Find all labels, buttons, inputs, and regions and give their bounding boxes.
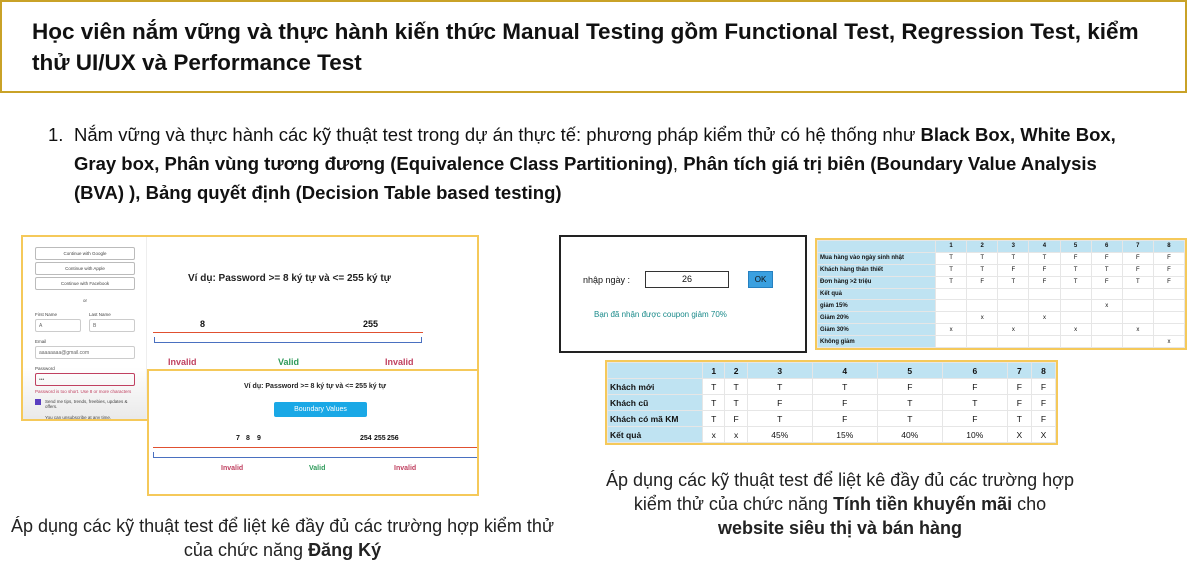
table-cell: F [1031, 411, 1055, 427]
row-header: Không giảm [818, 336, 936, 348]
column-header: 1 [703, 363, 725, 379]
ecp-invalid-right: Invalid [385, 357, 414, 367]
table-cell: F [1007, 379, 1031, 395]
table-cell: 45% [747, 427, 812, 443]
table-cell [936, 336, 967, 348]
last-name-field: B [89, 319, 135, 332]
table-cell: F [1060, 252, 1091, 264]
caption-text: Áp dụng các kỹ thuật test để liệt kê đầy đủ các trường hợp kiểm thử của chức năng [11, 516, 554, 560]
column-header: 7 [1007, 363, 1031, 379]
list-text: Nắm vững và thực hành các kỹ thuật test trong dự án thực tế: phương pháp kiểm thử có hệ thống như [74, 124, 921, 145]
unsubscribe-note: You can unsubscribe at any time. [45, 415, 112, 420]
first-name-field: A [35, 319, 81, 332]
column-header: 4 [812, 363, 877, 379]
table-cell [1029, 300, 1060, 312]
column-header: 6 [1091, 241, 1122, 253]
table-cell: T [703, 411, 725, 427]
table-cell: T [877, 411, 942, 427]
table-cell: T [1029, 252, 1060, 264]
table-cell [1122, 336, 1153, 348]
column-header: 6 [942, 363, 1007, 379]
table-cell: x [967, 312, 998, 324]
number-line [153, 447, 479, 448]
facebook-button: Continue with Facebook [35, 277, 135, 290]
column-header: 7 [1122, 241, 1153, 253]
bva-invalid-right: Invalid [394, 465, 417, 472]
table-row [818, 336, 1185, 348]
table-cell [967, 288, 998, 300]
decision-table-2 [605, 360, 1058, 445]
ecp-num-8: 8 [200, 319, 206, 329]
table-cell [998, 288, 1029, 300]
table-row [818, 264, 1185, 276]
table-cell [1060, 288, 1091, 300]
bracket [153, 452, 479, 458]
password-field: ••• [35, 373, 135, 386]
column-header: 1 [936, 241, 967, 253]
column-header: 8 [1031, 363, 1055, 379]
apple-button: Continue with Apple [35, 262, 135, 275]
table-cell: F [942, 379, 1007, 395]
row-header: Khách hàng thân thiết [818, 264, 936, 276]
row-header: Khách cũ [608, 395, 703, 411]
caption-text: cho [1012, 494, 1047, 514]
bva-num: 255 [374, 435, 386, 442]
table-cell [967, 300, 998, 312]
table-cell: F [812, 395, 877, 411]
ecp-invalid-left: Invalid [168, 357, 197, 367]
table-cell: F [1153, 252, 1184, 264]
table-cell: F [1122, 264, 1153, 276]
table-cell: x [725, 427, 747, 443]
table-cell: F [942, 411, 1007, 427]
bva-num: 256 [387, 435, 399, 442]
column-header: 5 [877, 363, 942, 379]
table-cell [936, 312, 967, 324]
table-cell [1060, 336, 1091, 348]
header-cell [818, 241, 936, 253]
table-cell: T [1091, 264, 1122, 276]
table-cell: x [1091, 300, 1122, 312]
table-row [818, 276, 1185, 288]
table-row [608, 395, 1056, 411]
bva-invalid-left: Invalid [221, 465, 244, 472]
checkbox-icon [35, 399, 41, 405]
table-cell [1091, 288, 1122, 300]
caption-bold: website siêu thị và bán hàng [717, 518, 963, 538]
table-cell: T [936, 264, 967, 276]
row-header: Mua hàng vào ngày sinh nhật [818, 252, 936, 264]
table-cell [936, 288, 967, 300]
table-cell [998, 336, 1029, 348]
table-cell: T [812, 379, 877, 395]
caption-bold: Đăng Ký [308, 540, 382, 560]
table-cell [1153, 312, 1184, 324]
row-header: Kết quả [608, 427, 703, 443]
table-cell: T [936, 252, 967, 264]
table-row [818, 300, 1185, 312]
ecp-valid: Valid [278, 357, 300, 367]
list-bold: Black Box, White Box, Gray box, Phân vùng tương đương (Equivalence Class Partitioning) [74, 124, 1116, 174]
table-cell: X [1007, 427, 1031, 443]
table-cell [1029, 324, 1060, 336]
table-row [608, 411, 1056, 427]
or-divider: or [83, 298, 88, 303]
coupon-message: Bạn đã nhận được coupon giảm 70% [594, 310, 727, 319]
caption-right [600, 468, 1080, 540]
table-cell: T [1007, 411, 1031, 427]
table-cell [1122, 312, 1153, 324]
row-header: Khách mới [608, 379, 703, 395]
row-header: Đơn hàng >2 triệu [818, 276, 936, 288]
signup-form [23, 237, 147, 421]
table-cell: T [703, 379, 725, 395]
bva-image [147, 369, 479, 496]
table-cell: T [877, 395, 942, 411]
table-cell [1122, 288, 1153, 300]
table-cell: x [1153, 336, 1184, 348]
table-cell: F [967, 276, 998, 288]
column-header: 8 [1153, 241, 1184, 253]
table-cell [967, 336, 998, 348]
table-cell [1153, 288, 1184, 300]
column-header: 3 [998, 241, 1029, 253]
table-cell: T [942, 395, 1007, 411]
table-cell: 10% [942, 427, 1007, 443]
ecp-num-255: 255 [363, 319, 379, 329]
table-cell: F [1153, 276, 1184, 288]
table-cell: F [725, 411, 747, 427]
row-header: giảm 15% [818, 300, 936, 312]
table-row [608, 427, 1056, 443]
google-button: Continue with Google [35, 247, 135, 260]
date-input[interactable]: 26 [645, 271, 729, 288]
table-cell: T [725, 395, 747, 411]
table-cell [998, 300, 1029, 312]
table-cell: T [998, 276, 1029, 288]
table-cell: T [967, 252, 998, 264]
table-cell: F [1153, 264, 1184, 276]
bva-num: 7 [236, 435, 240, 442]
table-cell [998, 312, 1029, 324]
table-cell [1091, 312, 1122, 324]
bva-num: 254 [360, 435, 372, 442]
table-cell: F [1007, 395, 1031, 411]
bva-title: Ví dụ: Password >= 8 ký tự và <= 255 ký tự [244, 383, 387, 390]
table-cell: T [703, 395, 725, 411]
table-cell [1029, 288, 1060, 300]
table-cell: T [967, 264, 998, 276]
table-cell: F [1029, 264, 1060, 276]
table-cell [1029, 336, 1060, 348]
table-cell: T [998, 252, 1029, 264]
table-cell [1122, 300, 1153, 312]
list-sep: , [672, 153, 684, 174]
table-cell: x [1122, 324, 1153, 336]
table-cell: F [998, 264, 1029, 276]
table-cell [1091, 336, 1122, 348]
table-cell: x [703, 427, 725, 443]
password-error: Password is too short. Use 8 or more characters [35, 389, 132, 394]
table-row [818, 252, 1185, 264]
table-cell: F [1029, 276, 1060, 288]
checkbox-label: Send me tips, trends, freebies, updates & offers. [45, 399, 128, 409]
table-cell: T [747, 379, 812, 395]
table-cell [1060, 312, 1091, 324]
table-cell: F [1031, 379, 1055, 395]
first-name-label: First Name [35, 312, 58, 317]
table-row [818, 288, 1185, 300]
table-cell: x [1060, 324, 1091, 336]
password-label: Password [35, 366, 55, 371]
bva-num: 9 [257, 435, 261, 442]
row-header: Kết quả [818, 288, 936, 300]
table-cell [1060, 300, 1091, 312]
table-cell: x [936, 324, 967, 336]
table-cell: x [998, 324, 1029, 336]
table-cell: F [1091, 252, 1122, 264]
table-cell: F [1122, 252, 1153, 264]
caption-bold: Tính tiền khuyến mãi [833, 494, 1013, 514]
decision-table-1 [815, 238, 1187, 350]
table-cell: F [812, 411, 877, 427]
date-label: nhập ngày : [583, 275, 631, 285]
row-header: Giảm 30% [818, 324, 936, 336]
table-cell: T [1122, 276, 1153, 288]
table-row [818, 312, 1185, 324]
row-header: Giảm 20% [818, 312, 936, 324]
table-cell [1153, 300, 1184, 312]
header-cell [608, 363, 703, 379]
caption-text: Áp dụng các kỹ thuật test để liệt kê đầy đủ các trường hợp kiểm thử của chức năng [606, 470, 1074, 514]
table-cell: x [1029, 312, 1060, 324]
table-cell: T [1060, 264, 1091, 276]
table-cell: F [747, 395, 812, 411]
table-cell [1091, 324, 1122, 336]
table-cell: T [725, 379, 747, 395]
table-cell: X [1031, 427, 1055, 443]
table-cell [936, 300, 967, 312]
bva-valid: Valid [309, 465, 326, 472]
table-cell: F [877, 379, 942, 395]
table-cell [967, 324, 998, 336]
column-header: 2 [967, 241, 998, 253]
table-cell: T [936, 276, 967, 288]
list-bold2: Phân tích giá trị biên (Boundary Value Analysis (BVA) ), Bảng quyết định (Decision Table based testing) [74, 153, 1097, 203]
email-label: Email [35, 339, 47, 344]
ecp-title: Ví dụ: Password >= 8 ký tự và <= 255 ký tự [188, 273, 391, 284]
table-row [818, 324, 1185, 336]
bracket [154, 337, 422, 343]
date-dialog [559, 235, 807, 353]
column-header: 4 [1029, 241, 1060, 253]
ok-button[interactable]: OK [748, 271, 773, 288]
email-field: aaaaaaaa@gmail.com [35, 346, 135, 359]
number-line [153, 332, 423, 333]
table-cell: F [1031, 395, 1055, 411]
bva-num: 8 [246, 435, 250, 442]
table-row [608, 379, 1056, 395]
last-name-label: Last Name [89, 312, 111, 317]
table-cell: 40% [877, 427, 942, 443]
column-header: 3 [747, 363, 812, 379]
list-number: 1. [48, 124, 64, 145]
caption-left [10, 514, 555, 562]
table-cell [1153, 324, 1184, 336]
section-heading: Học viên nắm vững và thực hành kiến thức Manual Testing gồm Functional Test, Regression Test, kiểm thử UI/UX và Performance Test [0, 0, 1187, 93]
table-cell: T [747, 411, 812, 427]
boundary-values-button: Boundary Values [274, 402, 367, 417]
table-cell: F [1091, 276, 1122, 288]
table-cell: T [1060, 276, 1091, 288]
column-header: 2 [725, 363, 747, 379]
list-item [48, 120, 1128, 207]
row-header: Khách có mã KM [608, 411, 703, 427]
table-cell: 15% [812, 427, 877, 443]
column-header: 5 [1060, 241, 1091, 253]
